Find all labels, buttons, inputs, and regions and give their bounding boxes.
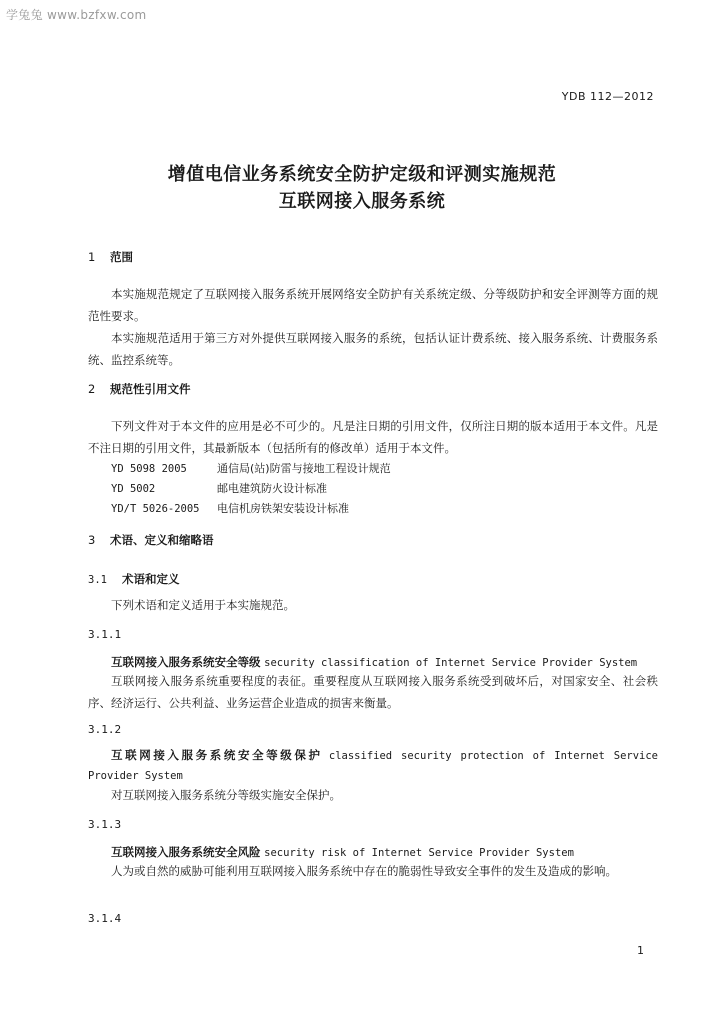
term-english: security risk of Internet Service Provider System: [264, 847, 574, 859]
section-2-paragraph-1: 下列文件对于本文件的应用是必不可少的。凡是注日期的引用文件，仅所注日期的版本适用于本文件。凡是不注日期的引用文件，其最新版本（包括所有的修改单）适用于本文件。: [88, 419, 658, 455]
subsection-3-1-heading: [88, 571, 180, 587]
term-chinese: 互联网接入服务系统安全等级保护: [111, 748, 323, 762]
reference-name: 电信机房铁架安装设计标准: [217, 502, 349, 515]
reference-item: [111, 459, 391, 479]
section-number: 1: [88, 250, 96, 264]
section-number: 2: [88, 382, 96, 396]
clause-3-1-2-number: 3.1.2: [88, 723, 122, 736]
section-3-heading: [88, 532, 214, 548]
document-subtitle: 互联网接入服务系统: [278, 191, 446, 212]
document-number: YDB 112—2012: [561, 90, 654, 103]
section-1-paragraph-1: 本实施规范规定了互联网接入服务系统开展网络安全防护有关系统定级、分等级防护和安全评测等方面的规范性要求。: [88, 287, 658, 323]
section-title: 规范性引用文件: [110, 382, 191, 396]
term-english: classified security protection of Internet Service Provider System: [88, 750, 659, 782]
term-english: security classification of Internet Service Provider System: [264, 657, 638, 669]
term-chinese: 互联网接入服务系统安全等级: [111, 655, 261, 669]
section-title: 术语、定义和缩略语: [110, 533, 214, 547]
reference-list: [111, 459, 391, 519]
reference-item: [111, 479, 391, 499]
subsection-3-1-intro: 下列术语和定义适用于本实施规范。: [111, 598, 295, 612]
document-title: 增值电信业务系统安全防护定级和评测实施规范: [167, 164, 557, 185]
reference-code: YD 5002: [111, 483, 156, 495]
watermark: 学兔兔 www.bzfxw.com: [6, 8, 147, 22]
clause-3-1-2-term: [88, 746, 658, 786]
clause-3-1-2-definition: 对互联网接入服务系统分等级实施安全保护。: [111, 788, 341, 802]
clause-3-1-1-number: 3.1.1: [88, 628, 122, 641]
section-number: 3: [88, 533, 96, 547]
reference-code: YD 5098 2005: [111, 463, 187, 475]
subsection-title: 术语和定义: [122, 572, 180, 586]
clause-3-1-3-definition: 人为或自然的威胁可能利用互联网接入服务系统中存在的脆弱性导致安全事件的发生及造成的影响。: [111, 864, 617, 878]
clause-3-1-3-number: 3.1.3: [88, 818, 122, 831]
reference-item: [111, 499, 391, 519]
subsection-number: 3.1: [88, 574, 107, 586]
clause-3-1-1-definition: 互联网接入服务系统重要程度的表征。重要程度从互联网接入服务系统受到破坏后，对国家安全、社会秩序、经济运行、公共利益、业务运营企业造成的损害来衡量。: [88, 674, 658, 710]
reference-name: 通信局(站)防雷与接地工程设计规范: [217, 462, 391, 475]
section-1-heading: [88, 249, 133, 265]
page-number: 1: [637, 944, 644, 957]
reference-code: YD/T 5026-2005: [111, 503, 200, 515]
section-2-heading: [88, 381, 191, 397]
section-title: 范围: [110, 250, 134, 264]
clause-3-1-4-number: 3.1.4: [88, 912, 122, 925]
reference-name: 邮电建筑防火设计标准: [217, 482, 327, 495]
section-1-paragraph-2: 本实施规范适用于第三方对外提供互联网接入服务的系统，包括认证计费系统、接入服务系统、计费服务系统、监控系统等。: [88, 331, 658, 367]
term-chinese: 互联网接入服务系统安全风险: [111, 845, 261, 859]
